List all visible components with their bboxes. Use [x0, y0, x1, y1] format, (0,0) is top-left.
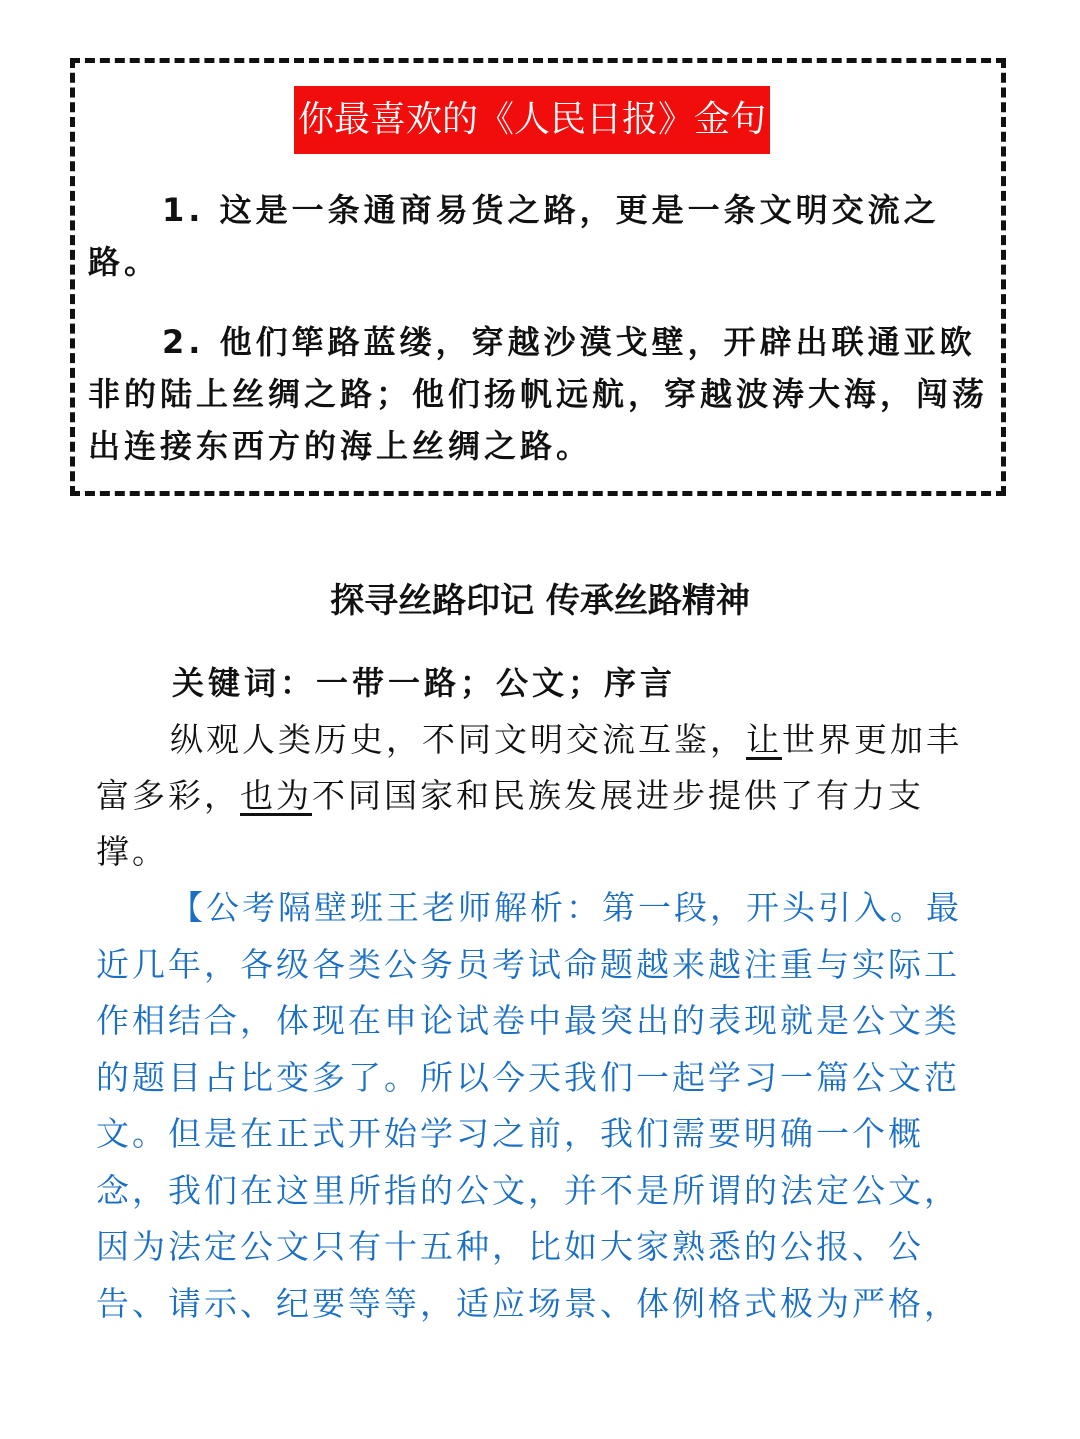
- quote-item-2: 2. 他们筚路蓝缕，穿越沙漠戈壁，开辟出联通亚欧非的陆上丝绸之路；他们扬帆远航，穿越波涛大海，闯荡出连接东西方的海上丝绸之路。: [88, 323, 989, 465]
- intro-underlined-1: 让: [746, 720, 782, 759]
- quote-item-1: 1. 这是一条通商易货之路，更是一条文明交流之路。: [88, 191, 940, 281]
- intro-paragraph: [96, 712, 988, 880]
- quote-box-title: 你最喜欢的《人民日报》金句: [294, 86, 770, 154]
- intro-text-2: 世界更加丰富多彩，: [96, 720, 962, 815]
- intro-text-1: 纵观人类历史，不同文明交流互鉴，: [170, 720, 746, 759]
- intro-underlined-2: 也为: [240, 776, 312, 815]
- intro-text-3: 不同国家和民族发展进步提供了有力支撑。: [96, 776, 924, 871]
- analysis-paragraph: 【公考隔壁班王老师解析：第一段，开头引入。最近几年，各级各类公务员考试命题越来越注重与实际工作相结合，体现在申论试卷中最突出的表现就是公文类的题目占比变多了。所以今天我们一起学习一篇公文范文。但是在正式开始学习之前，我们需要明确一个概念，我们在这里所指的公文，并不是所谓的法定公文，因为法定公文只有十五种，比如大家熟悉的公报、公告、请示、纪要等等，适应场景、体例格式极为严格，: [96, 888, 962, 1323]
- article-title: 探寻丝路印记 传承丝路精神: [330, 581, 750, 621]
- article-keywords: 关键词：一带一路；公文；序言: [172, 664, 677, 702]
